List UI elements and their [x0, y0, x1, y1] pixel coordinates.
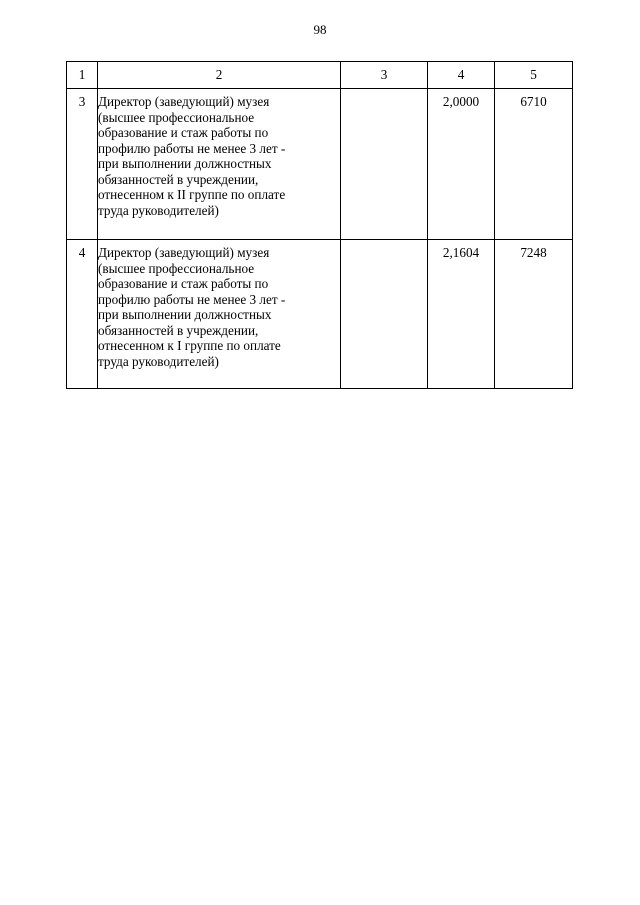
position-name-line: профилю работы не менее 3 лет - — [98, 140, 286, 156]
position-name-line: Директор (заведующий) музея — [98, 245, 270, 260]
table-row — [67, 240, 573, 389]
position-name-line: (высшее профессиональное — [98, 109, 255, 125]
position-name-line: при выполнении должностных — [98, 156, 272, 171]
salary-cell: 7248 — [495, 240, 573, 389]
position-name-line: профилю работы не менее 3 лет - — [98, 291, 286, 307]
position-name-line: труда руководителей) — [98, 202, 219, 218]
salary-cell: 6710 — [495, 89, 573, 240]
column-header-1: 1 — [67, 62, 98, 89]
table-header-row — [67, 62, 573, 89]
column-header-4: 4 — [428, 62, 495, 89]
position-name-cell — [98, 240, 341, 389]
position-name-line: образование и стаж работы по — [98, 125, 269, 140]
position-name-line: обязанностей в учреждении, — [98, 171, 259, 187]
row-number-cell: 3 — [67, 89, 98, 240]
empty-cell — [341, 240, 428, 389]
position-name-cell — [98, 89, 341, 240]
page-number: 98 — [313, 22, 327, 37]
table-row — [67, 89, 573, 240]
column-header-3: 3 — [341, 62, 428, 89]
position-name-line: при выполнении должностных — [98, 307, 272, 322]
position-name-line: отнесенном к II группе по оплате — [98, 187, 286, 202]
coefficient-cell: 2,1604 — [428, 240, 495, 389]
column-header-2: 2 — [98, 62, 341, 89]
row-number-cell: 4 — [67, 240, 98, 389]
position-name-line: отнесенном к I группе по оплате — [98, 338, 281, 353]
position-name-line: (высшее профессиональное — [98, 260, 255, 276]
position-name-line: труда руководителей) — [98, 353, 219, 369]
coefficient-cell: 2,0000 — [428, 89, 495, 240]
position-name-line: обязанностей в учреждении, — [98, 322, 259, 338]
position-name-line: образование и стаж работы по — [98, 276, 269, 291]
column-header-5: 5 — [495, 62, 573, 89]
position-name-line: Директор (заведующий) музея — [98, 94, 270, 109]
salary-table — [66, 61, 573, 389]
empty-cell — [341, 89, 428, 240]
